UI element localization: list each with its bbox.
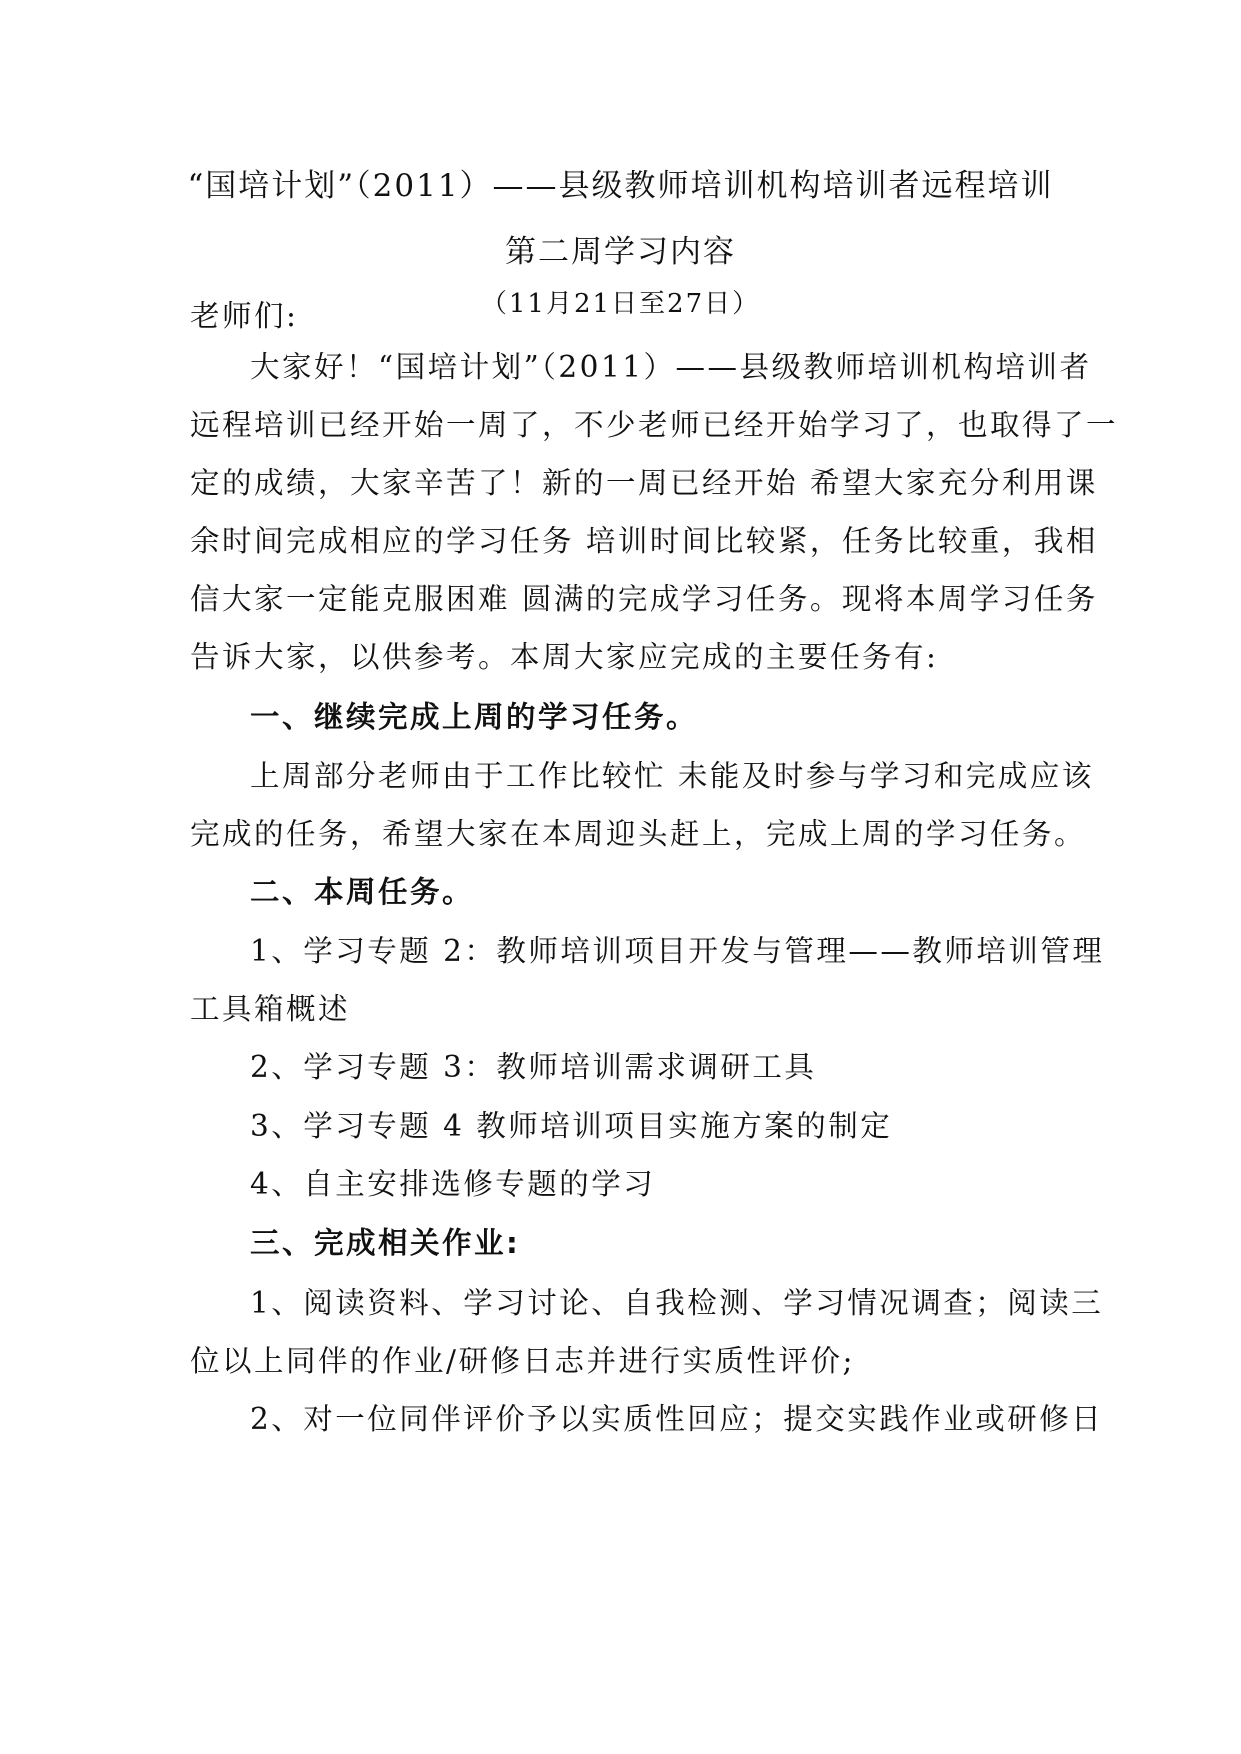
intro-paragraph-line: 告诉大家，以供参考。本周大家应完成的主要任务有: [190, 640, 939, 674]
section1-paragraph-line: 完成的任务，希望大家在本周迎头赶上，完成上周的学习任务。 [190, 817, 1087, 851]
greeting: 老师们: [190, 299, 299, 333]
section-heading-1: 一、继续完成上周的学习任务。 [250, 700, 699, 734]
document-title: “国培计划”（2011）——县级教师培训机构培训者远程培训 [187, 168, 1054, 204]
list-item-continuation: 工具箱概述 [190, 992, 351, 1026]
date-range: （11月21日至27日） [480, 289, 761, 319]
list-item-continuation: 位以上同伴的作业/研修日志并进行实质性评价; [190, 1344, 855, 1378]
intro-paragraph-line: 大家好！“国培计划”（2011）——县级教师培训机构培训者 [250, 350, 1092, 384]
list-item: 2、对一位同伴评价予以实质性回应；提交实践作业或研修日 [250, 1402, 1104, 1436]
intro-paragraph-line: 信大家一定能克服困难 圆满的完成学习任务。现将本周学习任务 [190, 582, 1098, 616]
section1-paragraph-line: 上周部分老师由于工作比较忙 未能及时参与学习和完成应该 [250, 759, 1094, 793]
list-item: 1、阅读资料、学习讨论、自我检测、学习情况调查；阅读三 [250, 1286, 1104, 1320]
list-item: 2、学习专题 3：教师培训需求调研工具 [250, 1050, 817, 1084]
intro-paragraph-line: 余时间完成相应的学习任务 培训时间比较紧，任务比较重，我相 [190, 524, 1098, 558]
document-subtitle: 第二周学习内容 [505, 234, 736, 270]
intro-paragraph-line: 定的成绩，大家辛苦了！新的一周已经开始 希望大家充分利用课 [190, 466, 1098, 500]
list-item: 1、学习专题 2：教师培训项目开发与管理——教师培训管理 [250, 934, 1105, 968]
section-heading-2: 二、本周任务。 [250, 875, 475, 909]
intro-paragraph-line: 远程培训已经开始一周了，不少老师已经开始学习了，也取得了一 [190, 408, 1119, 442]
list-item: 3、学习专题 4 教师培训项目实施方案的制定 [250, 1109, 893, 1143]
section-heading-3: 三、完成相关作业: [250, 1226, 521, 1260]
list-item: 4、自主安排选修专题的学习 [250, 1167, 656, 1201]
